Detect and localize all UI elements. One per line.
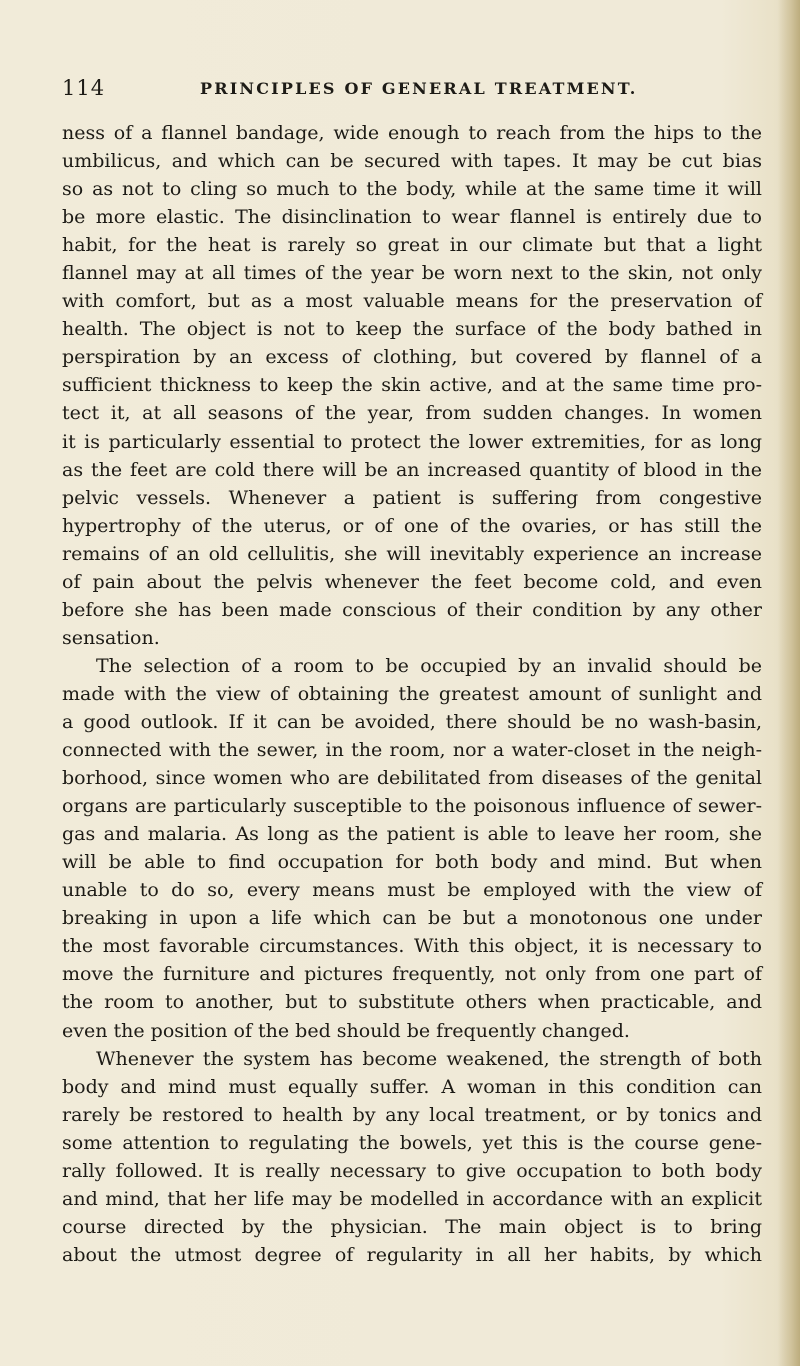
text-line: connected with the sewer, in the room, nor a water-closet in the neigh-	[62, 739, 762, 762]
text-line: before she has been made conscious of their condition by any other	[62, 598, 762, 621]
text-line: course directed by the physician. The main object is to bring	[62, 1215, 762, 1238]
text-line: ness of a flannel bandage, wide enough to reach from the hips to the	[62, 122, 762, 144]
text-line: be more elastic. The disinclination to wear flannel is entirely due to	[62, 206, 762, 229]
text-line: rally followed. It is really necessary to give occupation to both body	[62, 1159, 762, 1182]
text-line: borhood, since women who are debilitated from diseases of the genital	[62, 767, 762, 790]
paragraph-start-line: Whenever the system has become weakened, the strength of both	[96, 1047, 762, 1070]
text-line: with comfort, but as a most valuable means for the preservation of	[62, 290, 762, 313]
text-line: hypertrophy of the uterus, or of one of the ovaries, or has still the	[62, 514, 762, 537]
text-line: about the utmost degree of regularity in all her habits, by which	[62, 1243, 762, 1266]
text-line: perspiration by an excess of clothing, but covered by flannel of a	[62, 346, 762, 369]
page-header	[62, 76, 762, 106]
text-line: a good outlook. If it can be avoided, there should be no wash-basin,	[62, 710, 762, 733]
body-text	[62, 119, 762, 1269]
running-head: PRINCIPLES OF GENERAL TREATMENT.	[200, 79, 638, 98]
text-line: habit, for the heat is rarely so great in our climate but that a light	[62, 234, 762, 257]
text-line: the most favorable circumstances. With this object, it is necessary to	[62, 935, 762, 958]
text-line: sufficient thickness to keep the skin active, and at the same time pro-	[62, 374, 762, 397]
text-line: tect it, at all seasons of the year, from sudden changes. In women	[62, 402, 762, 425]
text-line: health. The object is not to keep the surface of the body bathed in	[62, 318, 762, 341]
text-line: it is particularly essential to protect the lower extremities, for as long	[62, 430, 762, 453]
text-line: even the position of the bed should be frequently changed.	[62, 1019, 630, 1042]
text-line: will be able to find occupation for both body and mind. But when	[62, 851, 762, 874]
page-edge-shadow	[778, 0, 800, 1366]
text-line: pelvic vessels. Whenever a patient is suffering from congestive	[62, 486, 762, 509]
text-line: gas and malaria. As long as the patient is able to leave her room, she	[62, 823, 762, 846]
text-line: unable to do so, every means must be employed with the view of	[62, 879, 762, 902]
text-line: rarely be restored to health by any local treatment, or by tonics and	[62, 1103, 762, 1126]
text-line: as the feet are cold there will be an increased quantity of blood in the	[62, 458, 762, 481]
page-number: 114	[62, 76, 106, 100]
paragraph-start-line: The selection of a room to be occupied by an invalid should be	[96, 654, 762, 677]
text-line: and mind, that her life may be modelled in accordance with an explicit	[62, 1187, 762, 1210]
text-line: move the furniture and pictures frequently, not only from one part of	[62, 963, 762, 986]
text-line: breaking in upon a life which can be but a monotonous one under	[62, 907, 762, 930]
text-line: body and mind must equally suffer. A woman in this condition can	[62, 1075, 762, 1098]
text-line: remains of an old cellulitis, she will inevitably experience an increase	[62, 542, 762, 565]
text-line: made with the view of obtaining the greatest amount of sunlight and	[62, 682, 762, 705]
text-line: some attention to regulating the bowels, yet this is the course gene-	[62, 1131, 762, 1154]
text-line: so as not to cling so much to the body, while at the same time it will	[62, 178, 762, 201]
text-line: the room to another, but to substitute others when practicable, and	[62, 991, 762, 1014]
text-line: organs are particularly susceptible to the poisonous influence of sewer-	[62, 795, 762, 818]
text-line: umbilicus, and which can be secured with tapes. It may be cut bias	[62, 150, 762, 173]
text-line: of pain about the pelvis whenever the feet become cold, and even	[62, 570, 762, 593]
text-line: flannel may at all times of the year be worn next to the skin, not only	[62, 262, 762, 285]
text-line: sensation.	[62, 626, 160, 649]
